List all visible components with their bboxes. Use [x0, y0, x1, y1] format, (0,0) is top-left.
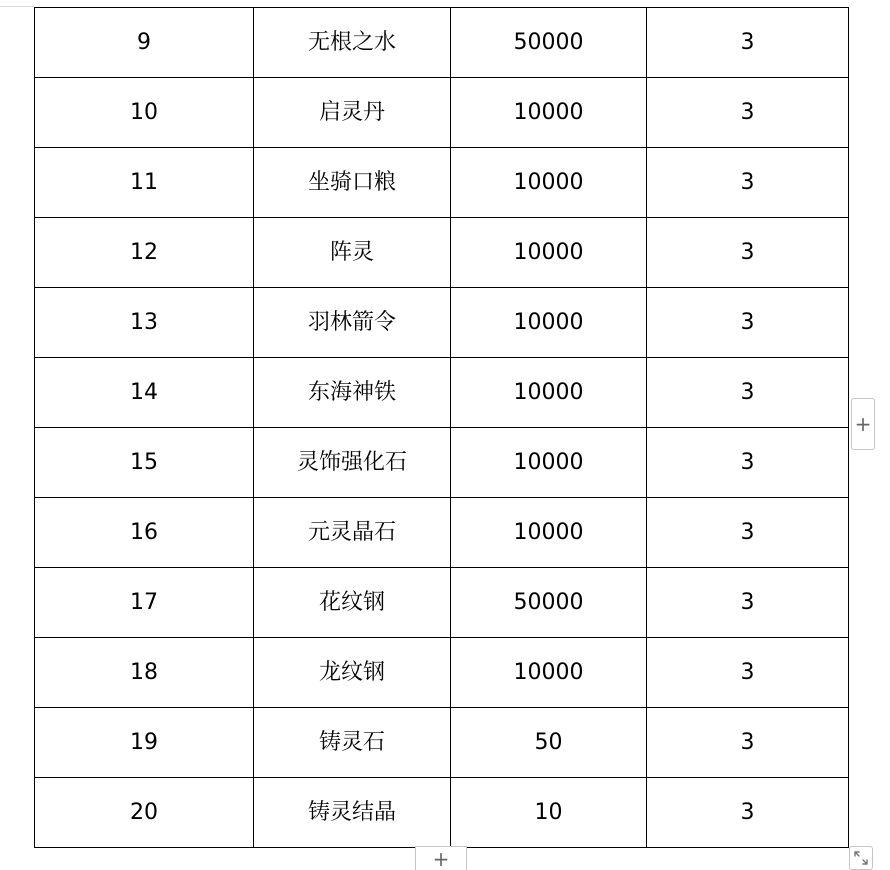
item-name-cell[interactable]: 铸灵石: [254, 708, 451, 778]
table-row: [35, 78, 849, 148]
table-row: [35, 498, 849, 568]
amount-cell[interactable]: 50: [451, 708, 647, 778]
count-cell[interactable]: 3: [647, 218, 849, 288]
row-index-cell[interactable]: 11: [35, 148, 254, 218]
item-name-cell[interactable]: 龙纹钢: [254, 638, 451, 708]
table-row: [35, 708, 849, 778]
amount-cell[interactable]: 10000: [451, 288, 647, 358]
table-row: [35, 568, 849, 638]
item-name-cell[interactable]: 铸灵结晶: [254, 778, 451, 848]
count-cell[interactable]: 3: [647, 498, 849, 568]
row-index-cell[interactable]: 14: [35, 358, 254, 428]
add-column-button[interactable]: +: [851, 398, 875, 450]
amount-cell[interactable]: 10000: [451, 358, 647, 428]
table-row: [35, 778, 849, 848]
table-row: [35, 358, 849, 428]
table-row: [35, 218, 849, 288]
table-row: [35, 288, 849, 358]
amount-cell[interactable]: 10000: [451, 638, 647, 708]
table-resize-handle[interactable]: [849, 846, 873, 870]
row-index-cell[interactable]: 19: [35, 708, 254, 778]
amount-cell[interactable]: 50000: [451, 568, 647, 638]
row-index-cell[interactable]: 13: [35, 288, 254, 358]
table-row: [35, 148, 849, 218]
row-index-cell[interactable]: 15: [35, 428, 254, 498]
item-name-cell[interactable]: 花纹钢: [254, 568, 451, 638]
row-index-cell[interactable]: 16: [35, 498, 254, 568]
amount-cell[interactable]: 10000: [451, 428, 647, 498]
row-index-cell[interactable]: 18: [35, 638, 254, 708]
data-table: [34, 7, 849, 848]
table-row: [35, 428, 849, 498]
item-name-cell[interactable]: 启灵丹: [254, 78, 451, 148]
item-name-cell[interactable]: 无根之水: [254, 8, 451, 78]
item-name-cell[interactable]: 元灵晶石: [254, 498, 451, 568]
count-cell[interactable]: 3: [647, 358, 849, 428]
count-cell[interactable]: 3: [647, 78, 849, 148]
count-cell[interactable]: 3: [647, 8, 849, 78]
amount-cell[interactable]: 50000: [451, 8, 647, 78]
amount-cell[interactable]: 10: [451, 778, 647, 848]
item-name-cell[interactable]: 灵饰强化石: [254, 428, 451, 498]
page-corner-mark: [0, 6, 34, 7]
item-name-cell[interactable]: 东海神铁: [254, 358, 451, 428]
table-row: [35, 8, 849, 78]
count-cell[interactable]: 3: [647, 568, 849, 638]
row-index-cell[interactable]: 17: [35, 568, 254, 638]
count-cell[interactable]: 3: [647, 148, 849, 218]
amount-cell[interactable]: 10000: [451, 148, 647, 218]
row-index-cell[interactable]: 10: [35, 78, 254, 148]
amount-cell[interactable]: 10000: [451, 78, 647, 148]
row-index-cell[interactable]: 9: [35, 8, 254, 78]
table-row: [35, 638, 849, 708]
item-name-cell[interactable]: 阵灵: [254, 218, 451, 288]
count-cell[interactable]: 3: [647, 638, 849, 708]
count-cell[interactable]: 3: [647, 288, 849, 358]
amount-cell[interactable]: 10000: [451, 498, 647, 568]
expand-icon: [850, 847, 872, 869]
row-index-cell[interactable]: 20: [35, 778, 254, 848]
count-cell[interactable]: 3: [647, 428, 849, 498]
item-name-cell[interactable]: 坐骑口粮: [254, 148, 451, 218]
count-cell[interactable]: 3: [647, 708, 849, 778]
amount-cell[interactable]: 10000: [451, 218, 647, 288]
item-name-cell[interactable]: 羽林箭令: [254, 288, 451, 358]
count-cell[interactable]: 3: [647, 778, 849, 848]
add-row-button[interactable]: +: [415, 846, 467, 870]
row-index-cell[interactable]: 12: [35, 218, 254, 288]
